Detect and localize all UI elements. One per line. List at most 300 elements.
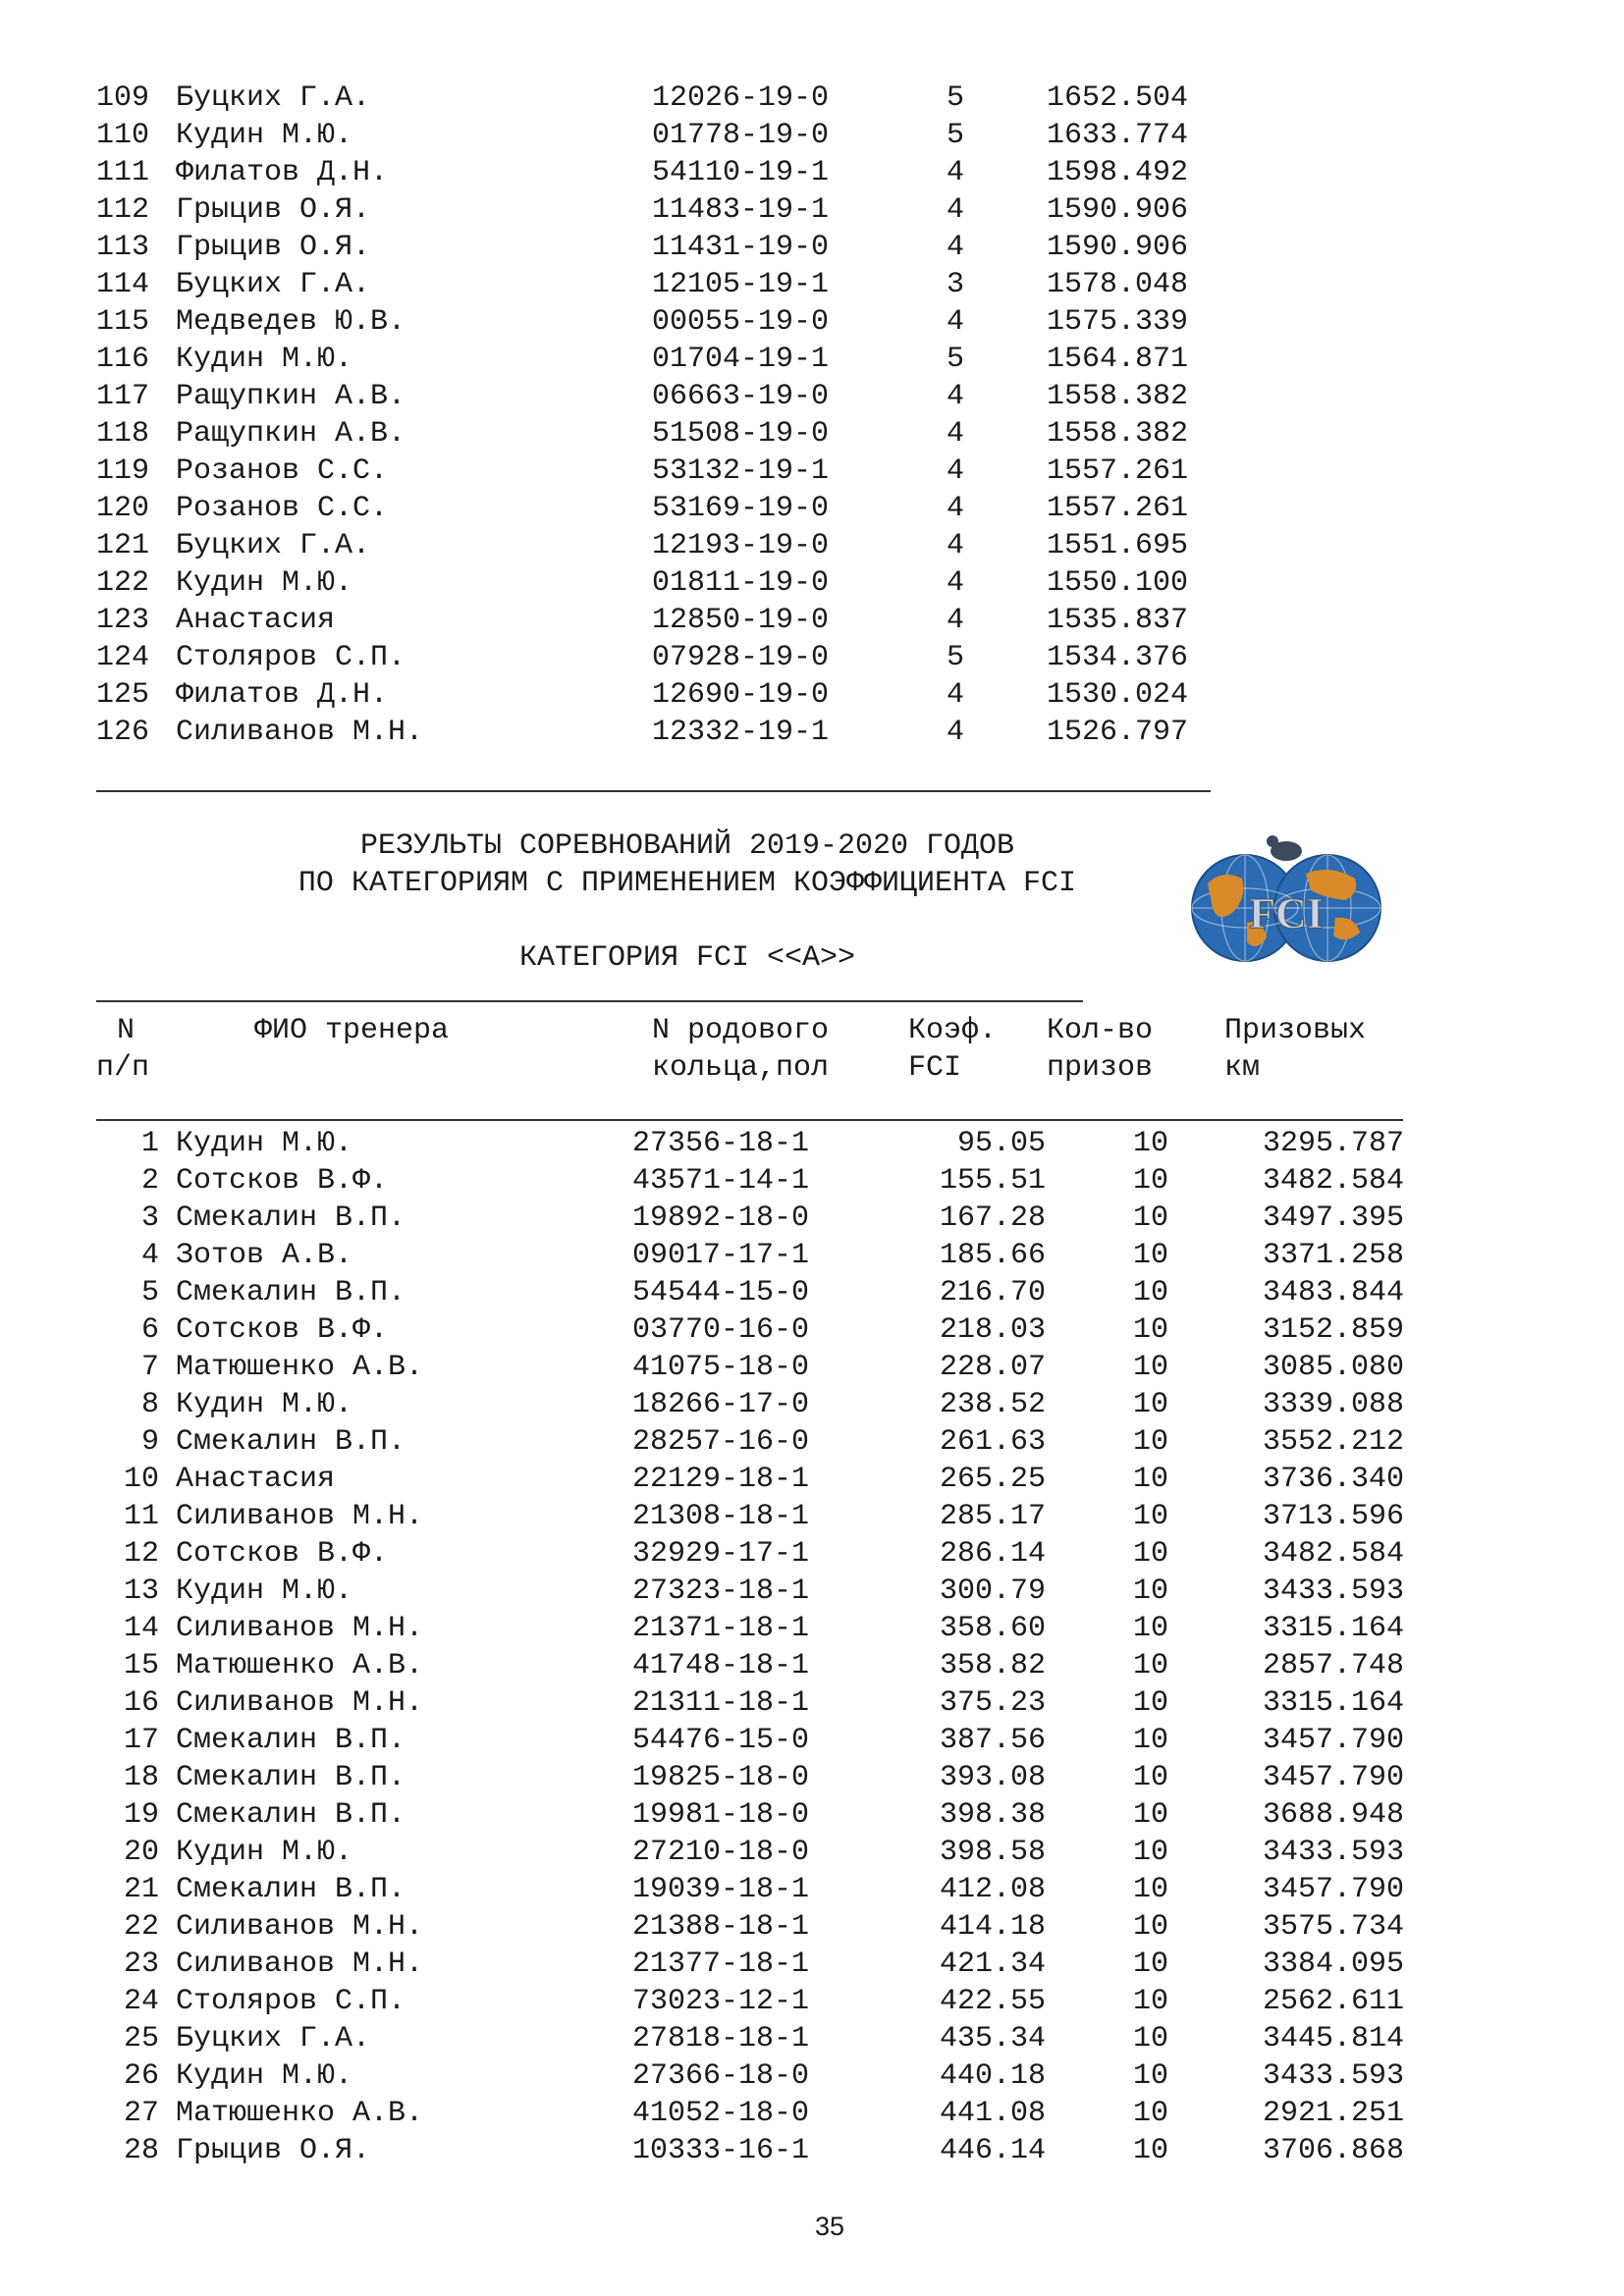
row-number: 124 (96, 641, 150, 674)
header-ring-2: кольца,пол (652, 1051, 830, 1085)
ring-number: 12105-19-1 (652, 268, 830, 301)
header-n: N (117, 1014, 135, 1047)
row-number: 25 (123, 2022, 159, 2056)
prize-km: 3384.095 (1262, 1948, 1404, 1981)
table-row (0, 1162, 1624, 1200)
table-row (0, 415, 1624, 453)
row-number: 3 (140, 1201, 159, 1235)
ring-number: 19981-18-0 (632, 1798, 810, 1832)
fci-coefficient: 375.23 (939, 1686, 1046, 1720)
row-number: 23 (123, 1948, 159, 1981)
ring-number: 09017-17-1 (632, 1239, 810, 1272)
results-title-line2: ПО КАТЕГОРИЯМ С ПРИМЕНЕНИЕМ КОЭФФИЦИЕНТА FCI (298, 867, 1077, 900)
table-row (0, 639, 1624, 676)
table-row (0, 229, 1624, 266)
ring-number: 43571-14-1 (632, 1164, 810, 1198)
trainer-name: Зотов А.В. (176, 1239, 353, 1272)
prize-count: 5 (947, 343, 965, 376)
trainer-name: Силиванов М.Н. (176, 1948, 424, 1981)
fci-coefficient: 218.03 (939, 1313, 1046, 1347)
prize-km: 1526.797 (1047, 716, 1189, 749)
ring-number: 21311-18-1 (632, 1686, 810, 1720)
ring-number: 12332-19-1 (652, 716, 830, 749)
prize-km: 3713.596 (1262, 1500, 1404, 1533)
ring-number: 53132-19-1 (652, 454, 830, 488)
trainer-name: Кудин М.Ю. (176, 566, 353, 600)
ring-number: 27818-18-1 (632, 2022, 810, 2056)
prize-km: 1633.774 (1047, 119, 1189, 152)
fci-coefficient: 167.28 (939, 1201, 1046, 1235)
ring-number: 10333-16-1 (632, 2134, 810, 2167)
prize-km: 3433.593 (1262, 1836, 1404, 1869)
prize-count: 4 (947, 604, 965, 637)
prize-count: 10 (1132, 1649, 1168, 1682)
ring-number: 73023-12-1 (632, 1985, 810, 2018)
prize-count: 10 (1132, 1724, 1168, 1757)
prize-count: 3 (947, 268, 965, 301)
fci-coefficient: 421.34 (939, 1948, 1046, 1981)
fci-coefficient: 286.14 (939, 1537, 1046, 1571)
row-number: 16 (123, 1686, 159, 1720)
prize-count: 10 (1132, 1910, 1168, 1944)
ring-number: 32929-17-1 (632, 1537, 810, 1571)
table-row (0, 1834, 1624, 1871)
table-row (0, 1610, 1624, 1647)
prize-count: 10 (1132, 1575, 1168, 1608)
fci-coefficient: 440.18 (939, 2059, 1046, 2093)
prize-count: 10 (1132, 1201, 1168, 1235)
header-ring-1: N родового (652, 1014, 830, 1047)
table-row (0, 1461, 1624, 1498)
prize-km: 3482.584 (1262, 1164, 1404, 1198)
trainer-name: Розанов С.С. (176, 492, 389, 525)
ring-number: 28257-16-0 (632, 1425, 810, 1459)
prize-km: 3445.814 (1262, 2022, 1404, 2056)
prize-km: 1558.382 (1047, 417, 1189, 451)
fci-coefficient: 265.25 (939, 1463, 1046, 1496)
prize-km: 3315.164 (1262, 1686, 1404, 1720)
row-number: 24 (123, 1985, 159, 2018)
prize-km: 3736.340 (1262, 1463, 1404, 1496)
row-number: 117 (96, 380, 150, 413)
prize-km: 1550.100 (1047, 566, 1189, 600)
fci-coefficient: 216.70 (939, 1276, 1046, 1309)
ring-number: 19825-18-0 (632, 1761, 810, 1794)
prize-km: 1575.339 (1047, 305, 1189, 339)
table-row (0, 1946, 1624, 1983)
prize-km: 3575.734 (1262, 1910, 1404, 1944)
ring-number: 21377-18-1 (632, 1948, 810, 1981)
prize-count: 10 (1132, 1425, 1168, 1459)
ring-number: 18266-17-0 (632, 1388, 810, 1421)
trainer-name: Матюшенко А.В. (176, 1351, 424, 1384)
header-np: п/п (96, 1051, 150, 1085)
table-row (0, 1983, 1624, 2020)
prize-count: 10 (1132, 1164, 1168, 1198)
prize-count: 5 (947, 81, 965, 115)
trainer-name: Буцких Г.А. (176, 529, 371, 562)
row-number: 28 (123, 2134, 159, 2167)
prize-km: 1557.261 (1047, 454, 1189, 488)
table-row (0, 2020, 1624, 2057)
prize-count: 10 (1132, 1351, 1168, 1384)
ring-number: 01704-19-1 (652, 343, 830, 376)
ring-number: 21388-18-1 (632, 1910, 810, 1944)
prize-count: 10 (1132, 2097, 1168, 2130)
prize-count: 10 (1132, 2059, 1168, 2093)
trainer-name: Медведев Ю.В. (176, 305, 406, 339)
row-number: 1 (140, 1127, 159, 1160)
trainer-name: Смекалин В.П. (176, 1201, 406, 1235)
ring-number: 12850-19-0 (652, 604, 830, 637)
table-row (0, 341, 1624, 378)
table-row (0, 2132, 1624, 2169)
prize-km: 3339.088 (1262, 1388, 1404, 1421)
trainer-name: Кудин М.Ю. (176, 343, 353, 376)
prize-count: 4 (947, 716, 965, 749)
trainer-name: Анастасия (176, 604, 336, 637)
row-number: 116 (96, 343, 150, 376)
ring-number: 54544-15-0 (632, 1276, 810, 1309)
trainer-name: Матюшенко А.В. (176, 1649, 424, 1682)
prize-count: 4 (947, 156, 965, 189)
table-row (0, 2057, 1624, 2095)
prize-count: 4 (947, 529, 965, 562)
trainer-name: Сотсков В.Ф. (176, 1164, 389, 1198)
prize-count: 10 (1132, 1798, 1168, 1832)
row-number: 123 (96, 604, 150, 637)
table-row (0, 117, 1624, 154)
trainer-name: Кудин М.Ю. (176, 1127, 353, 1160)
prize-km: 1652.504 (1047, 81, 1189, 115)
row-number: 122 (96, 566, 150, 600)
prize-km: 3433.593 (1262, 1575, 1404, 1608)
ring-number: 54110-19-1 (652, 156, 830, 189)
header-prizes-1: Кол-во (1047, 1014, 1154, 1047)
ring-number: 01811-19-0 (652, 566, 830, 600)
header-km-1: Призовых (1224, 1014, 1367, 1047)
prize-count: 10 (1132, 1836, 1168, 1869)
row-number: 15 (123, 1649, 159, 1682)
trainer-name: Смекалин В.П. (176, 1724, 406, 1757)
row-number: 18 (123, 1761, 159, 1794)
prize-km: 3497.395 (1262, 1201, 1404, 1235)
prize-count: 10 (1132, 1761, 1168, 1794)
table-row (0, 1647, 1624, 1684)
row-number: 4 (140, 1239, 159, 1272)
row-number: 110 (96, 119, 150, 152)
ring-number: 12026-19-0 (652, 81, 830, 115)
row-number: 21 (123, 1873, 159, 1906)
trainer-name: Смекалин В.П. (176, 1425, 406, 1459)
fci-coefficient: 185.66 (939, 1239, 1046, 1272)
prize-count: 10 (1132, 1985, 1168, 2018)
trainer-name: Ращупкин А.В. (176, 380, 406, 413)
table-row (0, 1759, 1624, 1796)
prize-count: 10 (1132, 1686, 1168, 1720)
prize-km: 2562.611 (1262, 1985, 1404, 2018)
prize-count: 10 (1132, 1276, 1168, 1309)
row-number: 112 (96, 193, 150, 227)
table-row (0, 1274, 1624, 1311)
row-number: 115 (96, 305, 150, 339)
ring-number: 11483-19-1 (652, 193, 830, 227)
page-number: 35 (814, 2212, 845, 2241)
prize-count: 10 (1132, 1127, 1168, 1160)
table-row (0, 154, 1624, 191)
fci-coefficient: 435.34 (939, 2022, 1046, 2056)
table-row (0, 1311, 1624, 1349)
trainer-name: Грыцив О.Я. (176, 231, 371, 264)
prize-km: 1590.906 (1047, 231, 1189, 264)
prize-count: 4 (947, 492, 965, 525)
row-number: 11 (123, 1500, 159, 1533)
row-number: 119 (96, 454, 150, 488)
row-number: 114 (96, 268, 150, 301)
trainer-name: Смекалин В.П. (176, 1873, 406, 1906)
prize-km: 3085.080 (1262, 1351, 1404, 1384)
ring-number: 27356-18-1 (632, 1127, 810, 1160)
table-row (0, 80, 1624, 117)
trainer-name: Силиванов М.Н. (176, 1500, 424, 1533)
prize-km: 2921.251 (1262, 2097, 1404, 2130)
ring-number: 19039-18-1 (632, 1873, 810, 1906)
prize-count: 5 (947, 119, 965, 152)
row-number: 14 (123, 1612, 159, 1645)
prize-km: 1535.837 (1047, 604, 1189, 637)
prize-count: 10 (1132, 1537, 1168, 1571)
header-bottom-rule (96, 1119, 1403, 1121)
trainer-name: Сотсков В.Ф. (176, 1537, 389, 1571)
prize-count: 4 (947, 678, 965, 712)
table-row (0, 602, 1624, 639)
fci-coefficient: 285.17 (939, 1500, 1046, 1533)
ring-number: 00055-19-0 (652, 305, 830, 339)
fci-coefficient: 261.63 (939, 1425, 1046, 1459)
header-km-2: км (1224, 1051, 1261, 1085)
row-number: 22 (123, 1910, 159, 1944)
fci-coefficient: 155.51 (939, 1164, 1046, 1198)
prize-km: 1564.871 (1047, 343, 1189, 376)
prize-km: 2857.748 (1262, 1649, 1404, 1682)
table-row (0, 527, 1624, 564)
ring-number: 53169-19-0 (652, 492, 830, 525)
prize-count: 10 (1132, 2134, 1168, 2167)
row-number: 111 (96, 156, 150, 189)
trainer-name: Филатов Д.Н. (176, 156, 389, 189)
trainer-name: Столяров С.П. (176, 1985, 406, 2018)
prize-count: 10 (1132, 1313, 1168, 1347)
prize-km: 3152.859 (1262, 1313, 1404, 1347)
fci-coefficient: 398.38 (939, 1798, 1046, 1832)
trainer-name: Кудин М.Ю. (176, 1388, 353, 1421)
table-row (0, 1871, 1624, 1908)
trainer-name: Кудин М.Ю. (176, 2059, 353, 2093)
fci-coefficient: 95.05 (956, 1127, 1046, 1160)
trainer-name: Матюшенко А.В. (176, 2097, 424, 2130)
table-row (0, 1573, 1624, 1610)
prize-count: 10 (1132, 1948, 1168, 1981)
ring-number: 41075-18-0 (632, 1351, 810, 1384)
ring-number: 22129-18-1 (632, 1463, 810, 1496)
table-row (0, 1796, 1624, 1834)
prize-km: 1558.382 (1047, 380, 1189, 413)
ring-number: 27210-18-0 (632, 1836, 810, 1869)
row-number: 120 (96, 492, 150, 525)
row-number: 126 (96, 716, 150, 749)
header-prizes-2: призов (1047, 1051, 1154, 1085)
prize-km: 3457.790 (1262, 1761, 1404, 1794)
trainer-name: Силиванов М.Н. (176, 1686, 424, 1720)
fci-coefficient: 441.08 (939, 2097, 1046, 2130)
table-row (0, 1498, 1624, 1535)
row-number: 121 (96, 529, 150, 562)
fci-coefficient: 446.14 (939, 2134, 1046, 2167)
trainer-name: Филатов Д.Н. (176, 678, 389, 712)
table-row (0, 1535, 1624, 1573)
row-number: 9 (140, 1425, 159, 1459)
ring-number: 41748-18-1 (632, 1649, 810, 1682)
prize-count: 5 (947, 641, 965, 674)
fci-logo-text: FCI (1249, 889, 1324, 937)
ring-number: 01778-19-0 (652, 119, 830, 152)
table-row (0, 378, 1624, 415)
table-row (0, 453, 1624, 490)
prize-km: 1534.376 (1047, 641, 1189, 674)
results-title-line1: РЕЗУЛЬТЫ СОРЕВНОВАНИЙ 2019-2020 ГОДОВ (359, 829, 1015, 863)
prize-count: 4 (947, 566, 965, 600)
prize-km: 3688.948 (1262, 1798, 1404, 1832)
prize-count: 10 (1132, 1500, 1168, 1533)
prize-count: 4 (947, 231, 965, 264)
row-number: 26 (123, 2059, 159, 2093)
prize-km: 1598.492 (1047, 156, 1189, 189)
ring-number: 12193-19-0 (652, 529, 830, 562)
trainer-name: Силиванов М.Н. (176, 1612, 424, 1645)
table-row (0, 1423, 1624, 1461)
fci-coefficient: 387.56 (939, 1724, 1046, 1757)
header-coef-1: Коэф. (908, 1014, 998, 1047)
table-row (0, 266, 1624, 303)
prize-km: 1530.024 (1047, 678, 1189, 712)
fci-coefficient: 238.52 (939, 1388, 1046, 1421)
trainer-name: Силиванов М.Н. (176, 1910, 424, 1944)
trainer-name: Силиванов М.Н. (176, 716, 424, 749)
prize-count: 10 (1132, 1463, 1168, 1496)
ring-number: 27366-18-0 (632, 2059, 810, 2093)
prize-count: 4 (947, 417, 965, 451)
row-number: 17 (123, 1724, 159, 1757)
trainer-name: Сотсков В.Ф. (176, 1313, 389, 1347)
table-row (0, 714, 1624, 751)
prize-km: 3706.868 (1262, 2134, 1404, 2167)
table-row (0, 1386, 1624, 1423)
row-number: 6 (140, 1313, 159, 1347)
header-name: ФИО тренера (254, 1014, 450, 1047)
ring-number: 21308-18-1 (632, 1500, 810, 1533)
trainer-name: Столяров С.П. (176, 641, 406, 674)
prize-km: 3457.790 (1262, 1724, 1404, 1757)
prize-count: 10 (1132, 1873, 1168, 1906)
prize-km: 1590.906 (1047, 193, 1189, 227)
prize-count: 4 (947, 454, 965, 488)
prize-count: 4 (947, 193, 965, 227)
trainer-name: Розанов С.С. (176, 454, 389, 488)
prize-km: 3457.790 (1262, 1873, 1404, 1906)
prize-km: 3483.844 (1262, 1276, 1404, 1309)
table-row (0, 191, 1624, 229)
row-number: 113 (96, 231, 150, 264)
ring-number: 06663-19-0 (652, 380, 830, 413)
row-number: 109 (96, 81, 150, 115)
prize-count: 10 (1132, 2022, 1168, 2056)
trainer-name: Буцких Г.А. (176, 268, 371, 301)
prize-km: 1551.695 (1047, 529, 1189, 562)
row-number: 20 (123, 1836, 159, 1869)
prize-km: 1578.048 (1047, 268, 1189, 301)
fci-coefficient: 414.18 (939, 1910, 1046, 1944)
ring-number: 41052-18-0 (632, 2097, 810, 2130)
fci-globe-logo-icon (1188, 829, 1384, 967)
prize-km: 3552.212 (1262, 1425, 1404, 1459)
trainer-name: Анастасия (176, 1463, 336, 1496)
row-number: 13 (123, 1575, 159, 1608)
fci-coefficient: 358.60 (939, 1612, 1046, 1645)
fci-coefficient: 393.08 (939, 1761, 1046, 1794)
trainer-name: Буцких Г.А. (176, 2022, 371, 2056)
prize-km: 3482.584 (1262, 1537, 1404, 1571)
ring-number: 21371-18-1 (632, 1612, 810, 1645)
table-row (0, 490, 1624, 527)
row-number: 19 (123, 1798, 159, 1832)
row-number: 7 (140, 1351, 159, 1384)
ring-number: 03770-16-0 (632, 1313, 810, 1347)
fci-coefficient: 228.07 (939, 1351, 1046, 1384)
table-row (0, 1684, 1624, 1722)
prize-km: 3295.787 (1262, 1127, 1404, 1160)
prize-km: 3433.593 (1262, 2059, 1404, 2093)
row-number: 2 (140, 1164, 159, 1198)
fci-coefficient: 398.58 (939, 1836, 1046, 1869)
row-number: 5 (140, 1276, 159, 1309)
trainer-name: Грыцив О.Я. (176, 193, 371, 227)
trainer-name: Буцких Г.А. (176, 81, 371, 115)
table-row (0, 1349, 1624, 1386)
table-row (0, 676, 1624, 714)
table-row (0, 2095, 1624, 2132)
table-row (0, 1125, 1624, 1162)
trainer-name: Грыцив О.Я. (176, 2134, 371, 2167)
table-row (0, 1200, 1624, 1237)
section-divider (96, 790, 1211, 792)
ring-number: 11431-19-0 (652, 231, 830, 264)
ring-number: 51508-19-0 (652, 417, 830, 451)
row-number: 8 (140, 1388, 159, 1421)
header-top-rule (96, 1000, 1083, 1002)
trainer-name: Ращупкин А.В. (176, 417, 406, 451)
ring-number: 07928-19-0 (652, 641, 830, 674)
prize-km: 1557.261 (1047, 492, 1189, 525)
trainer-name: Смекалин В.П. (176, 1761, 406, 1794)
trainer-name: Кудин М.Ю. (176, 119, 353, 152)
fci-coefficient: 412.08 (939, 1873, 1046, 1906)
prize-km: 3371.258 (1262, 1239, 1404, 1272)
table-row (0, 564, 1624, 602)
prize-count: 10 (1132, 1239, 1168, 1272)
row-number: 12 (123, 1537, 159, 1571)
table-row (0, 1908, 1624, 1946)
prize-count: 10 (1132, 1612, 1168, 1645)
